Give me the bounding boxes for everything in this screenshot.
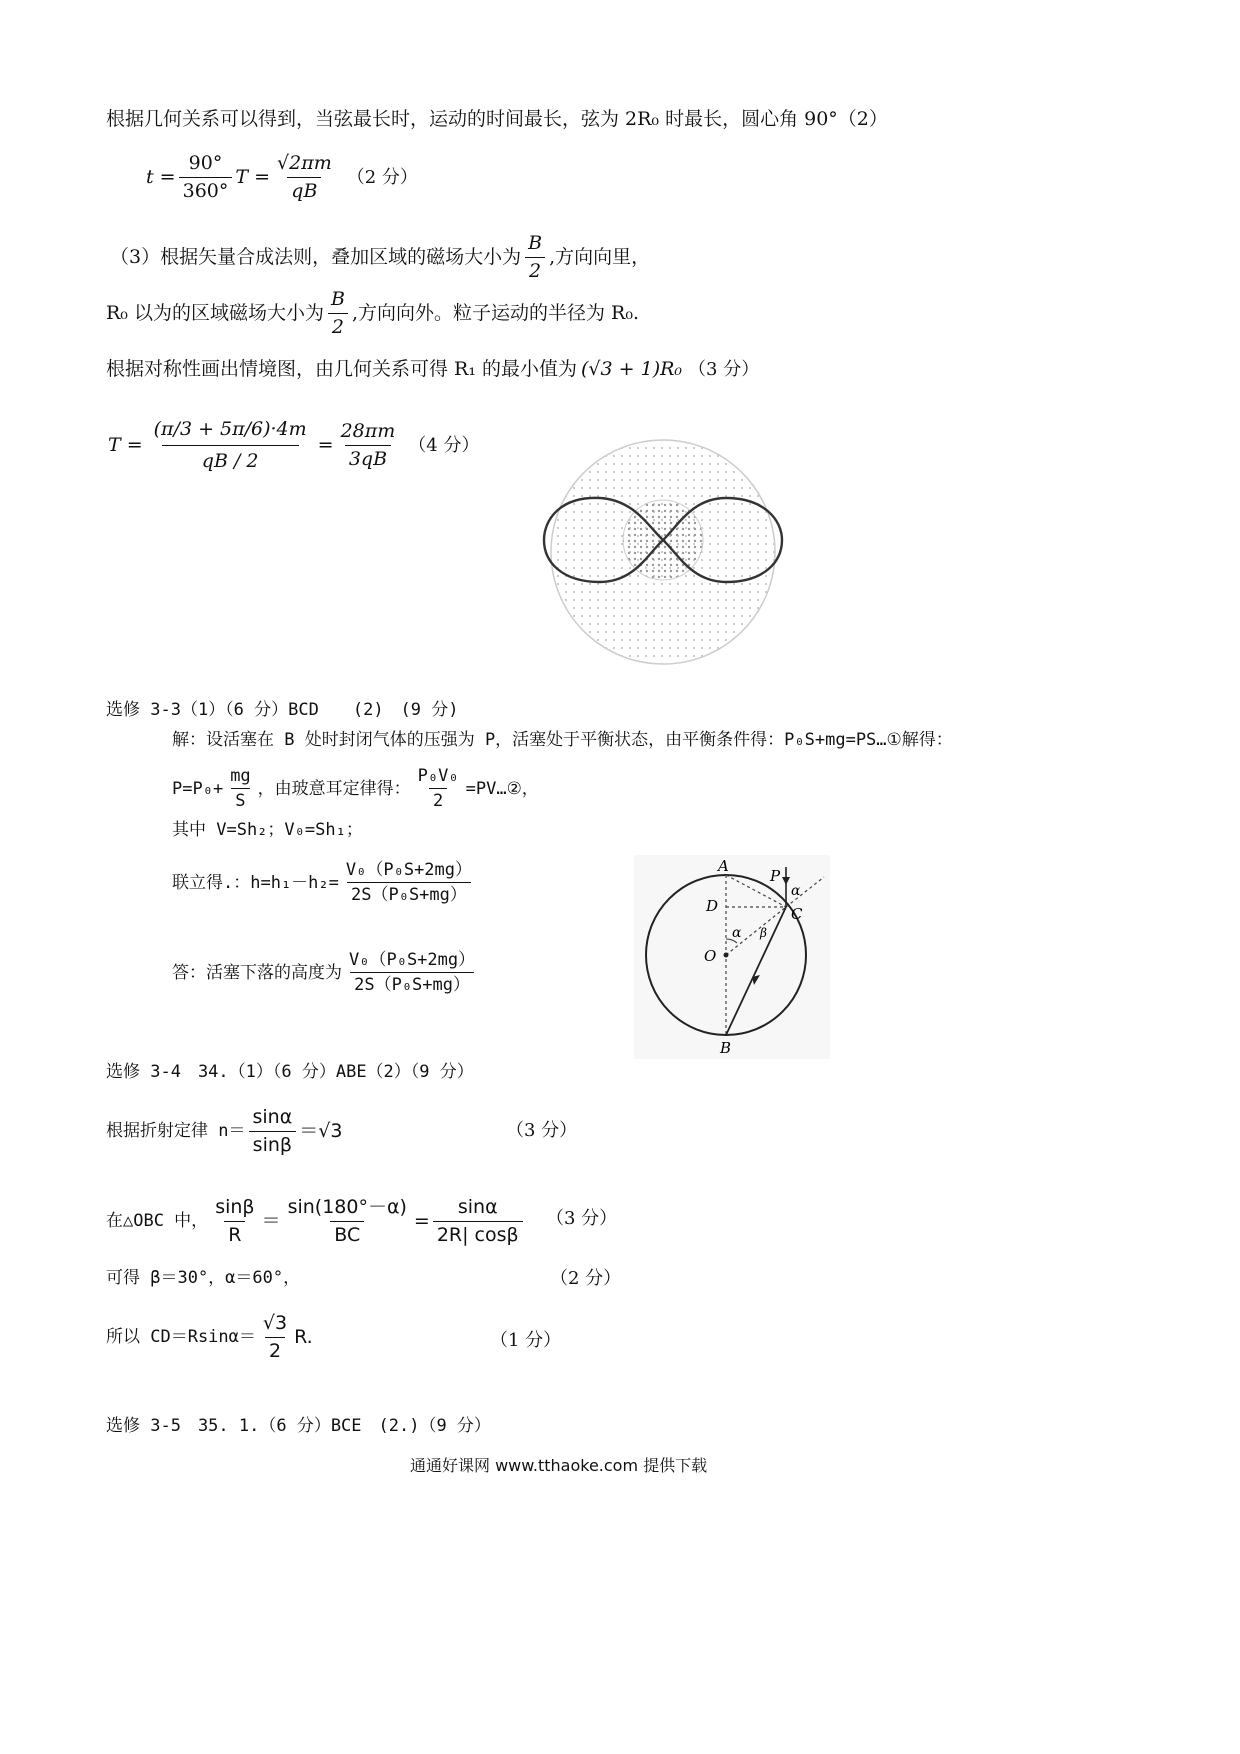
numerator: 28πm [340, 420, 396, 442]
fraction [211, 1196, 258, 1247]
text-span: 答：活塞下落的高度为 [172, 962, 342, 983]
score: （2 分） [550, 1268, 622, 1289]
text-span: ,方向向外。粒子运动的半径为 R₀. [351, 301, 639, 324]
text-span: 根据折射定律 n＝ [106, 1121, 246, 1142]
refraction-figure [634, 855, 830, 1059]
score: （4 分） [408, 434, 480, 456]
denominator: 2 [429, 788, 447, 811]
text-line [106, 358, 759, 381]
fraction [259, 1312, 291, 1363]
sqrt-body: 2πm [289, 152, 332, 174]
numerator: V₀（P₀S+2mg） [345, 860, 473, 880]
numerator: B [528, 232, 543, 254]
score: （1 分） [490, 1330, 562, 1351]
score: （3 分） [688, 358, 760, 380]
numerator: √3 [262, 1312, 288, 1334]
fraction [524, 232, 546, 283]
numerator: sin(180°－α) [287, 1196, 407, 1218]
formula-term: T = [235, 165, 271, 188]
text-span: R₀ 以为的区域磁场大小为 [106, 301, 324, 324]
fraction [226, 766, 254, 812]
text-line [172, 860, 479, 906]
equals-sign: = [413, 1209, 430, 1232]
numerator: P₀V₀ [417, 766, 459, 786]
sqrt-sign: √ [277, 152, 290, 174]
denominator: 360° [179, 177, 233, 203]
magnetic-field-figure [530, 436, 800, 672]
formula: (√3 + 1)R₀ [581, 358, 683, 380]
text-span: 所以 CD＝Rsinα＝ [106, 1327, 256, 1348]
denominator: 2 [265, 1337, 285, 1363]
numerator: sinα [457, 1196, 498, 1218]
denominator: sinβ [249, 1131, 296, 1157]
text-span: =PV…②， [465, 778, 539, 799]
formula-lhs: t = [146, 165, 176, 188]
denominator: qB [287, 177, 321, 203]
fraction [179, 152, 233, 203]
denominator: 2S（P₀S+mg） [347, 882, 471, 905]
text-span: ,方向向里， [549, 245, 651, 268]
fraction [414, 766, 463, 812]
section-heading: 选修 3-5 35. 1.（6 分）BCE (2.)（9 分） [106, 1416, 491, 1436]
denominator: 2 [525, 257, 545, 283]
text-span: 根据对称性画出情境图，由几何关系可得 R₁ 的最小值为 [106, 358, 578, 380]
denominator: qB / 2 [162, 445, 299, 473]
label-beta: β [760, 926, 767, 940]
denominator: R [224, 1221, 245, 1247]
fraction [273, 152, 336, 203]
text-line [110, 232, 650, 283]
fraction [345, 950, 479, 996]
text-span: 在△OBC 中， [106, 1211, 209, 1232]
numerator [273, 152, 336, 177]
label-alpha: α [732, 925, 742, 941]
score: （3 分） [506, 1120, 578, 1141]
numerator: mg [230, 766, 251, 786]
denominator: 3qB [345, 445, 391, 471]
denominator: 2 [328, 313, 348, 339]
label-b: B [720, 1039, 732, 1057]
denominator: 2R| cosβ [433, 1221, 523, 1247]
text-line [106, 1312, 313, 1363]
formula-period [108, 418, 479, 473]
text-span: （3）根据矢量合成法则，叠加区域的磁场大小为 [110, 245, 522, 268]
section-heading: 选修 3-4 34.（1）（6 分）ABE（2）（9 分） [106, 1062, 474, 1082]
label-a: A [718, 857, 729, 875]
formula-lhs: T = [108, 433, 143, 456]
text-line: 解：设活塞在 B 处时封闭气体的压强为 P，活塞处于平衡状态，由平衡条件得：P₀S+mg=PS…①解得： [172, 730, 953, 750]
numerator: sinβ [215, 1196, 255, 1218]
text-span: R. [294, 1325, 313, 1348]
equals-sign: ＝ [261, 1209, 281, 1232]
footer-text: 通通好课网 www.tthaoke.com 提供下载 [410, 1456, 708, 1475]
score: （3 分） [546, 1208, 618, 1229]
equals-sign: = [317, 433, 334, 456]
score: （2 分） [346, 166, 418, 188]
text-span: 联立得.：h=h₁－h₂= [172, 872, 339, 893]
fraction [146, 418, 315, 473]
denominator: 2S（P₀S+mg） [350, 972, 474, 995]
text-line: 根据几何关系可以得到，当弦最长时，运动的时间最长，弦为 2R₀ 时最长，圆心角 90°（2） [106, 108, 888, 130]
label-o: O [704, 947, 717, 965]
fraction [248, 1106, 296, 1157]
text-span: ，由玻意耳定律得： [257, 778, 411, 799]
text-line: 其中 V=Sh₂；V₀=Sh₁； [172, 820, 363, 840]
section-heading: 选修 3-3（1）（6 分）BCD (2) (9 分) [106, 700, 459, 720]
text-line [172, 950, 482, 996]
numerator: sinα [252, 1106, 293, 1128]
denominator: S [231, 788, 249, 811]
text-line [106, 1196, 526, 1247]
denominator: BC [330, 1221, 364, 1247]
fraction [342, 860, 476, 906]
center-point [724, 953, 729, 958]
text-line: 可得 β＝30°，α＝60°， [106, 1268, 301, 1288]
label-c: C [791, 905, 803, 923]
text-span: P=P₀+ [172, 778, 224, 799]
numerator: (π/3 + 5π/6)·4m [153, 418, 307, 440]
text-line [106, 288, 639, 339]
numerator: B [330, 288, 345, 310]
fraction [337, 420, 400, 471]
numerator: 90° [188, 152, 223, 174]
fraction [327, 288, 349, 339]
label-d: D [706, 897, 719, 915]
numerator: V₀（P₀S+2mg） [349, 950, 476, 970]
label-alpha-top: α [791, 883, 801, 899]
fraction [284, 1196, 411, 1247]
label-p: P [770, 867, 781, 885]
fraction [433, 1196, 523, 1247]
figure-background [634, 855, 830, 1059]
formula-time [146, 152, 418, 203]
text-line [106, 1106, 342, 1157]
text-line [172, 766, 539, 812]
text-span: ＝√3 [299, 1119, 343, 1142]
